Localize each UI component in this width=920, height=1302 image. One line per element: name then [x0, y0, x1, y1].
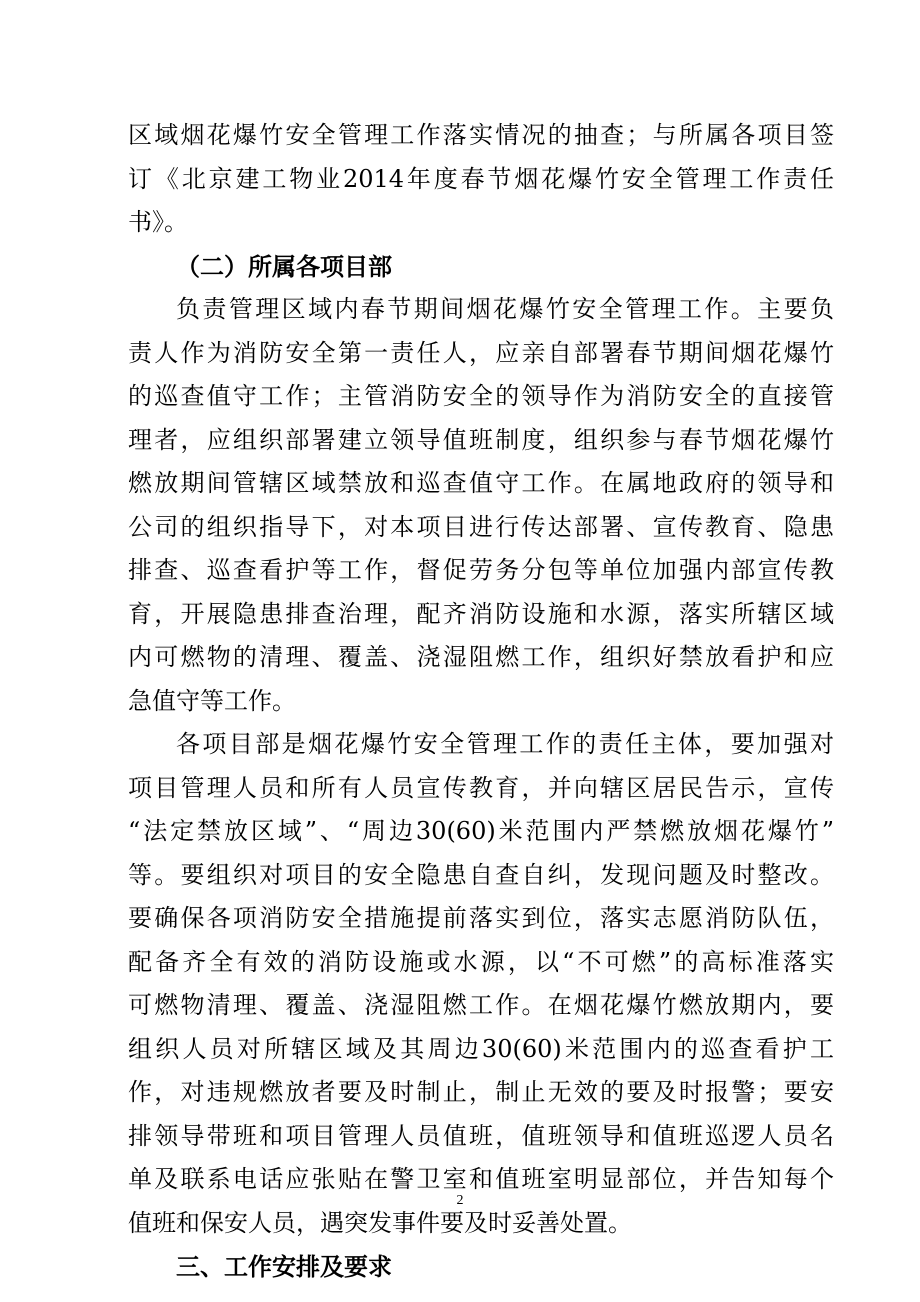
body-line: 公司的组织指导下，对本项目进行传达部署、宣传教育、隐患	[128, 512, 834, 541]
body-line: 负责管理区域内春节期间烟花爆竹安全管理工作。主要负	[176, 295, 834, 323]
body-line: 急值守等工作。	[128, 686, 296, 715]
body-line: 燃放期间管辖区域禁放和巡查值守工作。在属地政府的领导和	[128, 469, 834, 497]
body-line: 各项目部是烟花爆竹安全管理工作的责任主体，要加强对	[176, 730, 834, 758]
body-line: 等。要组织对项目的安全隐患自查自纠，发现问题及时整改。	[128, 860, 834, 889]
body-line: 的巡查值守工作；主管消防安全的领导作为消防安全的直接管	[128, 382, 834, 410]
body-line: 排查、巡查看护等工作，督促劳务分包等单位加强内部宣传教	[128, 556, 834, 584]
body-line: 值班和保安人员，遇突发事件要及时妥善处置。	[128, 1208, 632, 1237]
body-line: 排领导带班和项目管理人员值班，值班领导和值班巡逻人员名	[128, 1121, 834, 1150]
body-line: 组织人员对所辖区域及其周边30(60)米范围内的巡查看护工	[128, 1034, 834, 1063]
body-line: 区域烟花爆竹安全管理工作落实情况的抽查；与所属各项目签	[128, 121, 834, 149]
body-line: 要确保各项消防安全措施提前落实到位，落实志愿消防队伍，	[128, 904, 834, 932]
body-line: 育，开展隐患排查治理，配齐消防设施和水源，落实所辖区域	[128, 599, 834, 628]
page-number: 2	[456, 1193, 464, 1208]
section-heading: （二）所属各项目部	[176, 251, 392, 281]
body-line: “法定禁放区域”、“周边30(60)米范围内严禁燃放烟花爆竹”	[128, 817, 834, 845]
body-line: 项目管理人员和所有人员宣传教育，并向辖区居民告示，宣传	[128, 773, 834, 802]
document-body	[128, 114, 834, 1289]
body-line: 单及联系电话应张贴在警卫室和值班室明显部位，并告知每个	[128, 1165, 834, 1193]
body-line: 配备齐全有效的消防设施或水源，以“不可燃”的高标准落实	[128, 947, 834, 976]
body-line: 作，对违规燃放者要及时制止，制止无效的要及时报警；要安	[128, 1078, 834, 1106]
body-line: 书》。	[128, 208, 188, 236]
body-line: 订《北京建工物业2014年度春节烟花爆竹安全管理工作责任	[128, 164, 834, 193]
body-line: 责人作为消防安全第一责任人，应亲自部署春节期间烟花爆竹	[128, 338, 834, 367]
body-line: 内可燃物的清理、覆盖、浇湿阻燃工作，组织好禁放看护和应	[128, 643, 834, 671]
body-line: 理者，应组织部署建立领导值班制度，组织参与春节烟花爆竹	[128, 425, 834, 454]
section-heading: 三、工作安排及要求	[176, 1252, 392, 1281]
body-line: 可燃物清理、覆盖、浇湿阻燃工作。在烟花爆竹燃放期内，要	[128, 991, 834, 1019]
